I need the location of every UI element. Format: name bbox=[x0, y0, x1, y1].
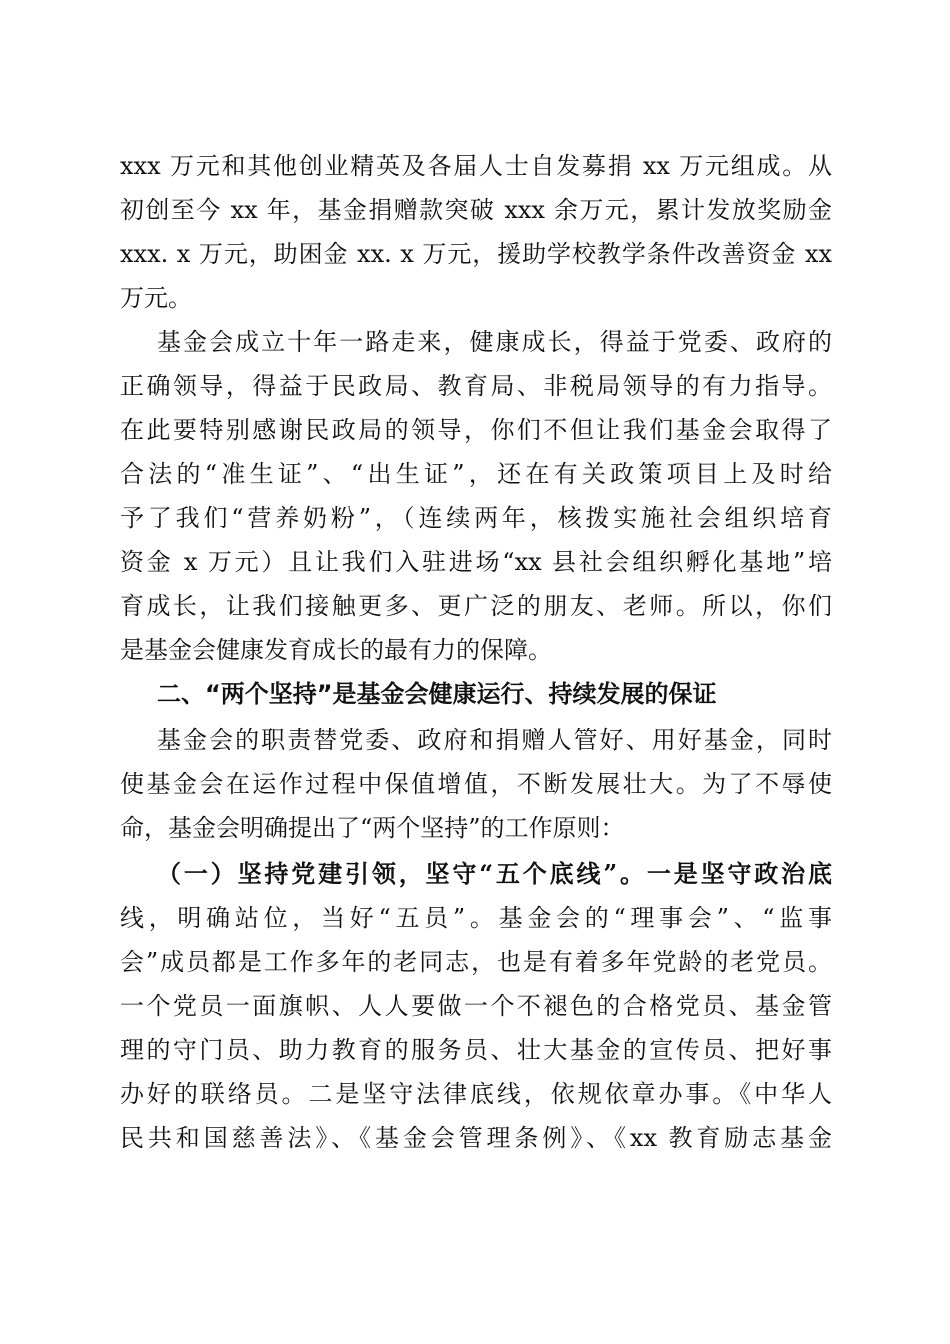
paragraph-3-line-1: 基金会的职责替党委、政府和捐赠人管好、用好基金，同时 bbox=[157, 726, 832, 754]
paragraph-1-line-1: xxx 万元和其他创业精英及各届人士自发募捐 xx 万元组成。从 bbox=[120, 152, 832, 180]
paragraph-4-line-1: （一）坚持党建引领，坚守“五个底线”。一是坚守政治底 bbox=[157, 859, 832, 888]
paragraph-2-line-8: 是基金会健康发育成长的最有力的保障。 bbox=[120, 636, 552, 664]
paragraph-2-line-6: 资金 x 万元）且让我们入驻进场“xx 县社会组织孵化基地”培 bbox=[120, 548, 832, 576]
paragraph-4-line-5: 理的守门员、助力教育的服务员、壮大基金的宣传员、把好事 bbox=[120, 1036, 832, 1064]
paragraph-4-line-7: 民共和国慈善法》、《基金会管理条例》、《xx 教育励志基金 bbox=[120, 1124, 832, 1152]
paragraph-1-line-4: 万元。 bbox=[120, 284, 192, 312]
paragraph-4-line-2: 线，明确站位，当好“五员”。基金会的“理事会”、“监事 bbox=[120, 904, 832, 932]
paragraph-2-line-4: 合法的“准生证”、“出生证”，还在有关政策项目上及时给 bbox=[120, 460, 832, 488]
paragraph-2-line-3: 在此要特别感谢民政局的领导，你们不但让我们基金会取得了 bbox=[120, 416, 832, 444]
paragraph-4-line-3: 会”成员都是工作多年的老同志，也是有着多年党龄的老党员。 bbox=[120, 948, 832, 976]
paragraph-3-line-2: 使基金会在运作过程中保值增值，不断发展壮大。为了不辱使 bbox=[120, 770, 832, 798]
paragraph-2-line-1: 基金会成立十年一路走来，健康成长，得益于党委、政府的 bbox=[157, 328, 832, 356]
paragraph-2-line-5: 予了我们“营养奶粉”，（连续两年，核拨实施社会组织培育 bbox=[120, 504, 832, 532]
paragraph-1-line-2: 初创至今 xx 年，基金捐赠款突破 xxx 余万元，累计发放奖励金 bbox=[120, 196, 832, 224]
paragraph-4-line-4: 一个党员一面旗帜、人人要做一个不褪色的合格党员、基金管 bbox=[120, 992, 832, 1020]
paragraph-4-line-6: 办好的联络员。二是坚守法律底线，依规依章办事。《中华人 bbox=[120, 1080, 832, 1108]
paragraph-3-line-3: 命，基金会明确提出了“两个坚持”的工作原则： bbox=[120, 814, 625, 842]
paragraph-2-line-7: 育成长，让我们接触更多、更广泛的朋友、老师。所以，你们 bbox=[120, 592, 832, 620]
paragraph-2-line-2: 正确领导，得益于民政局、教育局、非税局领导的有力指导。 bbox=[120, 372, 832, 400]
section-heading-2: 二、“两个坚持”是基金会健康运行、持续发展的保证 bbox=[157, 680, 717, 708]
paragraph-1-line-3: xxx. x 万元，助困金 xx. x 万元，援助学校教学条件改善资金 xx bbox=[120, 240, 832, 268]
